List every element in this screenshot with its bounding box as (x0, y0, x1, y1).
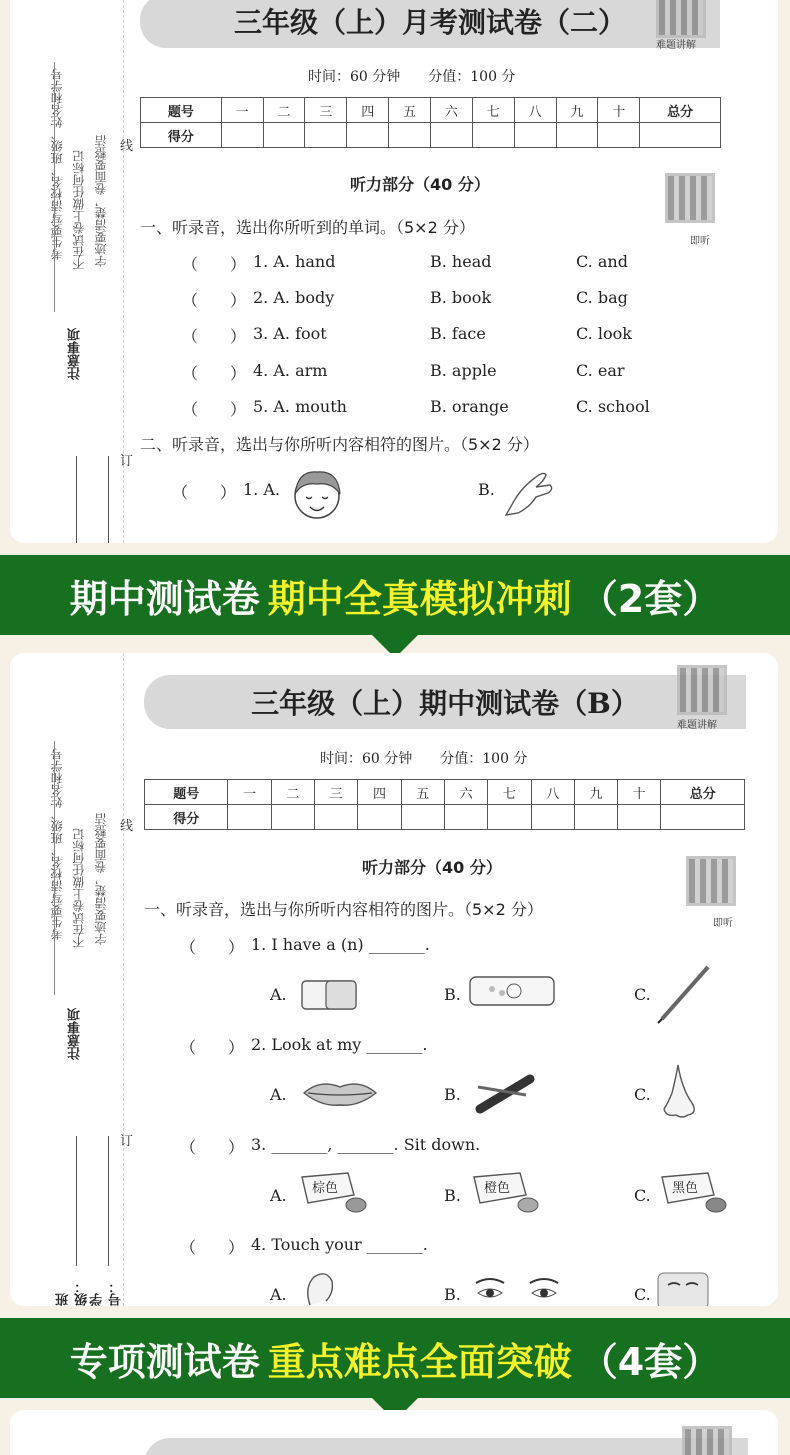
option-letter-c: C. (634, 985, 651, 1004)
score-col: 三 (305, 98, 347, 123)
score-col: 七 (488, 780, 531, 805)
banner-count: （4套） (579, 1339, 721, 1384)
option-a: 4. A. arm (253, 361, 328, 380)
item-prompt: 2. Look at my _______. (251, 1035, 428, 1054)
option-c: C. ear (576, 361, 625, 380)
eraser-icon[interactable] (298, 973, 360, 1015)
score-cell[interactable] (221, 123, 263, 148)
qr-code-icon[interactable] (677, 665, 727, 715)
score-col: 四 (347, 98, 389, 123)
nose-icon[interactable] (658, 1063, 700, 1121)
exam-title: 三年级（上）月考测试卷（二） (140, 0, 720, 48)
score-cell[interactable] (401, 805, 444, 830)
question-1-title: 一、听录音，选出你所听到的单词。（5×2 分） (140, 218, 475, 237)
score-row-label: 得分 (145, 805, 228, 830)
eyes-icon[interactable] (472, 1277, 562, 1303)
score-cell[interactable] (430, 123, 472, 148)
score-cell[interactable] (271, 805, 314, 830)
option-b: B. head (430, 252, 492, 271)
option-letter-a: A. (270, 1186, 287, 1205)
side-note-2: 不在试卷上做任何标记 (72, 828, 86, 948)
listen-caption: 即听 (690, 236, 710, 247)
side-label: 注意事项 (68, 328, 83, 380)
option-a: 1. A. hand (253, 252, 336, 271)
exam-title-bar (144, 1438, 748, 1455)
side-note-2: 不在试卷上做任何标记 (72, 150, 86, 270)
score-col: 八 (514, 98, 556, 123)
ear-icon[interactable] (302, 1271, 336, 1306)
banner-highlight: 期中全真模拟冲刺 (267, 576, 572, 621)
score-col: 六 (430, 98, 472, 123)
score-cell[interactable] (640, 123, 721, 148)
paint-tube-brown[interactable] (298, 1171, 368, 1217)
exam-sheet-monthly (10, 0, 778, 543)
exam-sheet-next (10, 1410, 778, 1455)
score-col: 一 (228, 780, 271, 805)
banner-label: 期中测试卷 (69, 576, 260, 621)
side-note-3: 字迹要清楚，卷面要整洁 (94, 813, 108, 945)
banner-count: （2套） (579, 576, 721, 621)
option-letter-b: B. (444, 1186, 461, 1205)
question-2-title: 二、听录音，选出与你所听内容相符的图片。（5×2 分） (140, 435, 539, 454)
qr-listen-icon[interactable] (665, 173, 715, 223)
score-col: 七 (472, 98, 514, 123)
side-char-xian: 线 (120, 819, 134, 834)
marker-icon[interactable] (470, 1065, 536, 1117)
paint-tube-black[interactable] (658, 1171, 728, 1217)
score-col: 二 (263, 98, 305, 123)
option-c: C. school (576, 397, 650, 416)
side-note-1: 考生要写清校名、班级、姓名和学号 (50, 748, 64, 940)
question-1-title: 一、听录音，选出与你所听内容相符的图片。（5×2 分） (144, 900, 543, 919)
score-cell[interactable] (305, 123, 347, 148)
qr-code-icon[interactable] (656, 0, 706, 38)
side-note-1: 考生要写清校名、班级、姓名和学号 (50, 68, 64, 260)
answer-paren[interactable]: （ ） (180, 938, 245, 957)
side-char-ding: 订 (120, 454, 134, 469)
exam-title: 三年级（上）期中测试卷（B） (144, 675, 746, 729)
score-cell[interactable] (347, 123, 389, 148)
exam-sheet-midterm (10, 653, 778, 1306)
item-prompt: 3. _______, _______. Sit down. (251, 1135, 481, 1154)
option-b: B. book (430, 288, 492, 307)
paint-label: 黑色 (672, 1181, 699, 1196)
option-letter-c: C. (634, 1285, 651, 1304)
option-a: 3. A. foot (253, 324, 327, 343)
option-a: 5. A. mouth (253, 397, 347, 416)
item-prompt: 1. I have a (n) _______. (251, 935, 430, 954)
option-letter-c: C. (634, 1085, 651, 1104)
score-cell[interactable] (472, 123, 514, 148)
score-col: 四 (358, 780, 401, 805)
fill-line-1 (76, 456, 77, 543)
score-col: 六 (444, 780, 487, 805)
exam-info: 时间：60 分钟 分值：100 分 (320, 751, 528, 767)
option-b: B. apple (430, 361, 497, 380)
score-header: 题号 (141, 98, 222, 123)
score-row-label: 得分 (141, 123, 222, 148)
qr-caption: 难题讲解 (656, 40, 696, 51)
side-char-xian: 线 (120, 139, 134, 154)
paint-label: 橙色 (484, 1181, 511, 1196)
mouth-icon[interactable] (302, 1077, 378, 1109)
score-total: 总分 (640, 98, 721, 123)
score-cell[interactable] (661, 805, 745, 830)
fill-line-1[interactable] (76, 1136, 77, 1266)
option-c: C. and (576, 252, 628, 271)
option-letter-a: A. (270, 985, 287, 1004)
pencil-icon[interactable] (654, 963, 714, 1025)
student-id-field-label: 学号： (90, 1280, 124, 1306)
binding-line (123, 653, 124, 1306)
fill-line-2 (108, 456, 109, 543)
score-cell[interactable] (358, 805, 401, 830)
score-total: 总分 (661, 780, 745, 805)
option-letter-b: B. (444, 1085, 461, 1104)
class-field-label: 班级： (56, 1280, 90, 1306)
score-col: 五 (401, 780, 444, 805)
option-letter-c: C. (634, 1186, 651, 1205)
boy-face-icon (286, 464, 348, 522)
notes-divider (54, 741, 55, 995)
score-cell[interactable] (574, 805, 617, 830)
score-col: 十 (598, 98, 640, 123)
option-c: C. bag (576, 288, 628, 307)
side-char-ding: 订 (120, 1134, 134, 1149)
part-title: 听力部分（40 分） (362, 858, 502, 877)
qr-listen-icon[interactable] (686, 856, 736, 906)
notes-divider (54, 62, 55, 312)
qr-code-icon[interactable] (682, 1426, 732, 1455)
score-table (140, 97, 721, 148)
banner-highlight: 重点难点全面突破 (267, 1339, 572, 1384)
score-col: 五 (389, 98, 431, 123)
score-cell[interactable] (531, 805, 574, 830)
banner-label: 专项测试卷 (69, 1339, 260, 1384)
option-letter-b: B. (444, 1285, 461, 1304)
option-letter-b: B. (444, 985, 461, 1004)
promo-banner-special (0, 1318, 790, 1398)
option-c: C. look (576, 324, 632, 343)
score-cell[interactable] (444, 805, 487, 830)
answer-paren[interactable]: （ ） (182, 364, 247, 383)
score-cell[interactable] (514, 123, 556, 148)
option-b: B. (478, 480, 495, 499)
score-cell[interactable] (556, 123, 598, 148)
hand-icon (500, 463, 556, 519)
score-col: 九 (556, 98, 598, 123)
answer-paren[interactable]: （ ） (182, 400, 247, 419)
part-title: 听力部分（40 分） (350, 175, 490, 194)
face-icon[interactable] (656, 1271, 710, 1306)
score-col: 一 (221, 98, 263, 123)
exam-info: 时间：60 分钟 分值：100 分 (308, 69, 516, 85)
option-a: 1. A. (243, 480, 280, 499)
qr-caption: 难题讲解 (677, 720, 717, 731)
score-col: 二 (271, 780, 314, 805)
option-b: B. orange (430, 397, 509, 416)
answer-paren[interactable]: （ ） (180, 1238, 245, 1257)
score-cell[interactable] (228, 805, 271, 830)
answer-paren[interactable]: （ ） (180, 1038, 245, 1057)
option-letter-a: A. (270, 1085, 287, 1104)
listen-caption: 即听 (713, 918, 733, 929)
answer-paren[interactable]: （ ） (182, 255, 247, 274)
score-cell[interactable] (315, 805, 358, 830)
score-table (144, 779, 745, 830)
pencil-box-icon[interactable] (468, 971, 558, 1011)
item-prompt: 4. Touch your _______. (251, 1235, 428, 1254)
score-col: 九 (574, 780, 617, 805)
side-note-3: 字迹要清楚，卷面要整洁 (94, 135, 108, 267)
score-cell[interactable] (598, 123, 640, 148)
side-label: 注意事项 (68, 1008, 83, 1060)
score-cell[interactable] (263, 123, 305, 148)
option-a: 2. A. body (253, 288, 335, 307)
fill-line-2[interactable] (108, 1136, 109, 1266)
paint-tube-orange[interactable] (470, 1171, 540, 1217)
score-col: 三 (315, 780, 358, 805)
promo-banner-midterm (0, 555, 790, 635)
score-cell[interactable] (618, 805, 661, 830)
score-header: 题号 (145, 780, 228, 805)
score-col: 十 (618, 780, 661, 805)
option-letter-a: A. (270, 1285, 287, 1304)
answer-paren[interactable]: （ ） (172, 483, 237, 502)
option-b: B. face (430, 324, 486, 343)
answer-paren[interactable]: （ ） (180, 1138, 245, 1157)
answer-paren[interactable]: （ ） (182, 327, 247, 346)
score-cell[interactable] (488, 805, 531, 830)
score-cell[interactable] (389, 123, 431, 148)
answer-paren[interactable]: （ ） (182, 291, 247, 310)
paint-label: 棕色 (312, 1181, 339, 1196)
score-col: 八 (531, 780, 574, 805)
